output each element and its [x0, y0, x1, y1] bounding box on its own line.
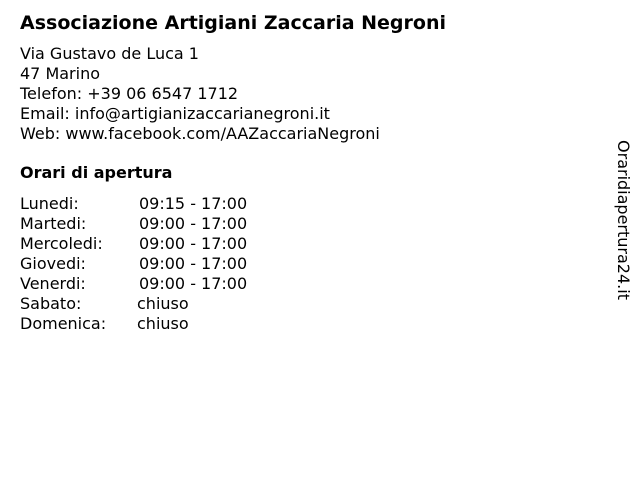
day-label: Sabato:	[20, 294, 82, 313]
day-label: Martedi:	[20, 214, 87, 233]
time-value: 09:00 - 17:00	[139, 274, 248, 293]
day-label: Venerdi:	[20, 274, 86, 293]
day-label: Domenica:	[20, 314, 107, 333]
email-address: Email: info@artigianizaccarianegroni.it	[20, 104, 330, 123]
time-value: chiuso	[137, 294, 189, 313]
business-name: Associazione Artigiani Zaccaria Negroni	[20, 12, 446, 34]
opening-hours-heading: Orari di apertura	[20, 163, 173, 182]
phone-number: Telefon: +39 06 6547 1712	[20, 84, 239, 103]
time-value: chiuso	[137, 314, 189, 333]
street-address: Via Gustavo de Luca 1	[20, 44, 199, 63]
time-value: 09:00 - 17:00	[139, 254, 248, 273]
time-value: 09:00 - 17:00	[139, 214, 248, 233]
day-label: Mercoledi:	[20, 234, 103, 253]
time-value: 09:15 - 17:00	[139, 194, 248, 213]
contact-block	[20, 44, 380, 144]
city: 47 Marino	[20, 64, 101, 83]
time-value: 09:00 - 17:00	[139, 234, 248, 253]
site-watermark: Oraridiapertura24.it	[614, 140, 633, 300]
day-label: Giovedi:	[20, 254, 86, 273]
day-label: Lunedi:	[20, 194, 79, 213]
website: Web: www.facebook.com/AAZaccariaNegroni	[20, 124, 380, 143]
